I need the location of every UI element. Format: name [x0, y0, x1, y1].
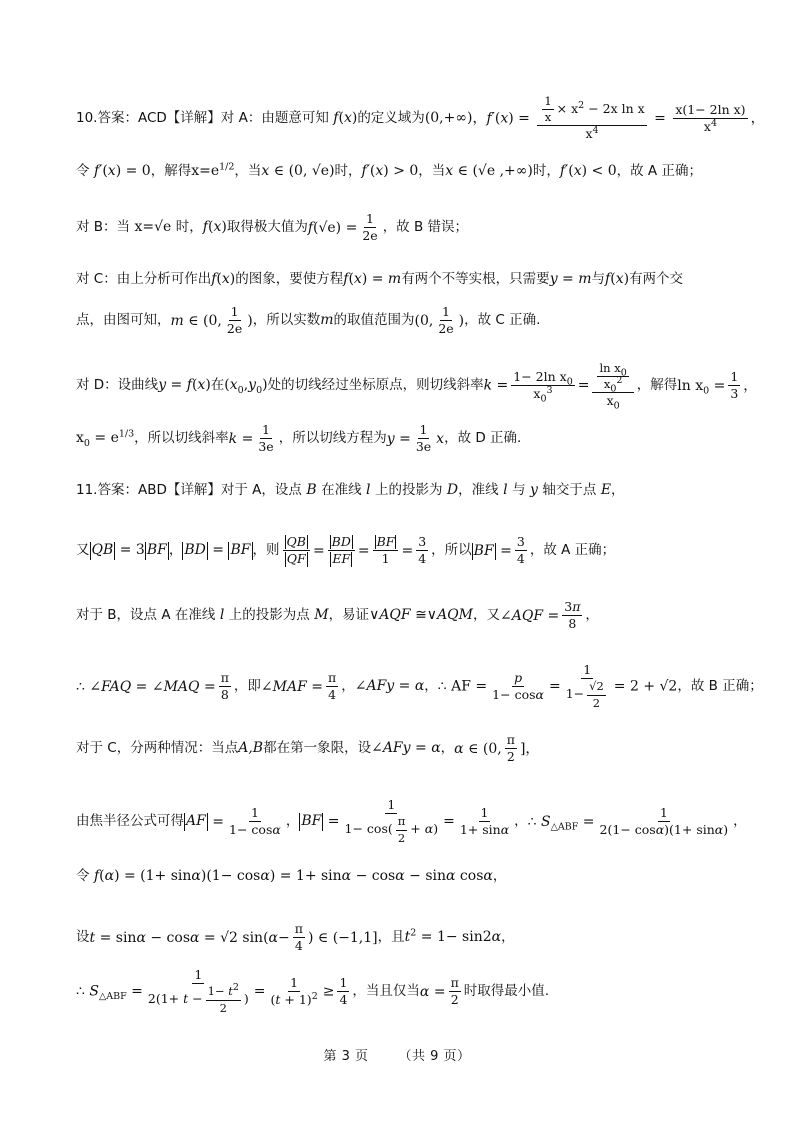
math-angle-AQF: ∠AQF = $\frac{3\pi}{8}$: [500, 599, 581, 632]
q11-l1-e: 与: [512, 482, 526, 499]
q10-l7-a: ，所以切线斜率: [134, 430, 229, 447]
q10-l6-d: ，解得: [636, 376, 678, 393]
math-derivative: ，f′(x) = $\frac{1}{x}$ × $x^2 - 2x$ ln x $x^4$ = $\frac{\text{x(1− 2ln x)}}{x^4}$ ，: [472, 94, 765, 142]
q11-l1-b: 在准线: [321, 482, 362, 499]
q11-line-8: [76, 922, 754, 954]
q11-l8-c: ，: [501, 929, 515, 946]
math-angle-AFy-2: ∠AFy = α: [371, 740, 441, 757]
math-fx: f(x): [333, 109, 358, 126]
math-t-def: t = sinα − cosα = √2 sin(α− $\frac{\pi}{4}$ ) ∈ (−1,1]: [89, 921, 378, 954]
q10-line-4: [76, 271, 754, 289]
page-footer: [0, 1045, 794, 1064]
math-D: D: [442, 482, 459, 498]
math-angle-AFy: ∠AFy = α: [354, 677, 425, 694]
math-BD-eq: BD = BF: [184, 542, 251, 559]
q10-l4-a: 对 C：由上分析可作出: [76, 271, 212, 288]
q11-l3-b: 上的投影为点: [228, 607, 310, 624]
q11-l3-c: ，易证: [328, 607, 370, 624]
math-alpha-eq: α = $\frac{\pi}{2}$: [419, 974, 459, 1007]
math-fx-4: f(x): [605, 271, 630, 287]
q11-line-4: [76, 662, 763, 710]
q10-line-6: [76, 361, 758, 412]
math-y-eq-m: y = m: [549, 271, 592, 287]
math-AF-formula: AF = $\frac{1}{1- \cos\alpha}$: [186, 804, 281, 837]
q11-l4-c: ，: [424, 677, 438, 694]
q10-l2-f: 时，: [532, 163, 560, 180]
q10-line-2: [76, 163, 754, 181]
math-fprime-neg: f′(x) < 0: [559, 163, 617, 179]
math-AB: A,B: [238, 740, 264, 757]
q11-l9-a: ，当且仅当: [352, 982, 420, 999]
math-QB-eq: QB = 3 BF: [91, 542, 167, 559]
q10-l5-c: 的取值范围为: [333, 312, 415, 329]
math-t-squared: $t^2 = 1- \sin 2\alpha$: [404, 927, 502, 946]
math-x0-value: $x_0 = e^{1/3}$: [76, 428, 135, 449]
math-range: (0, $\frac{1}{2e}$ ): [414, 304, 465, 337]
math-max-value: f(√e) = $\frac{1}{2e}$: [307, 211, 378, 244]
q10-l6-b: 在: [210, 376, 225, 393]
math-ratio-chain: $\frac{QB}{QF}$ = $\frac{BD}{EF}$ = $\frac{BF}{1}$ = $\frac{3}{4}$: [280, 535, 432, 567]
q10-l4-e: 有两个交: [629, 271, 684, 288]
q11-line-5: [76, 733, 754, 765]
q10-l3-a: 对 B：当: [76, 219, 131, 236]
math-fx-eq-m: f(x) = m: [343, 271, 402, 287]
math-fprime-pos: f′(x) > 0: [361, 163, 419, 179]
math-curve: y = f(x): [158, 376, 211, 393]
math-l-3: l: [215, 607, 229, 624]
math-m: m: [320, 312, 334, 329]
q11-l8-b: ，且: [377, 929, 405, 946]
q10-l2-b: ，解得: [150, 163, 192, 180]
math-domain: (0,+∞): [424, 109, 473, 126]
math-l-2: l: [498, 482, 513, 498]
q11-line-7: [76, 868, 754, 886]
q11-l4-d: ，故 B 正确；: [677, 677, 763, 694]
math-fx-2: f(x): [202, 219, 227, 236]
q11-l5-b: 都在第一象限，设: [263, 740, 372, 757]
q10-line-5: [76, 305, 754, 337]
math-AF-value: ∴ AF = $\frac{p}{1- \cos\alpha}$ = 1 1− $\frac{√2}{2}$ = 2 + √2: [437, 662, 678, 710]
q11-l2-b: ，: [168, 542, 183, 559]
q11-l6-d: ，: [733, 812, 747, 829]
q10-l6-a: 对 D：设曲线: [76, 376, 159, 393]
math-M: M: [309, 607, 329, 624]
q11-l4-b: ，: [341, 677, 355, 694]
q11-l1-c: 上的投影为: [374, 482, 443, 499]
q10-l3-d: ，故 B 错误；: [382, 219, 469, 236]
math-l: l: [361, 482, 375, 498]
q10-domain-text: 的定义域为: [357, 109, 425, 126]
math-S-formula: ∴ $S_{\triangle ABF}$ = $\frac{1}{2(1- \cos\alpha)(1+ \sin\alpha)}$: [527, 804, 729, 837]
q11-l8-a: 设: [76, 929, 90, 946]
q11-line-9: [76, 968, 754, 1015]
q10-l5-a: 点，由图可知，: [76, 312, 171, 329]
q10-l2-e: ，当: [418, 163, 446, 180]
q10-l7-b: ，所以切线方程为: [278, 430, 387, 447]
q11-l9-b: 时取得最小值.: [463, 982, 550, 999]
math-BF-value: BF = $\frac{3}{4}$: [473, 534, 525, 567]
q10-l3-b: 时，: [175, 219, 203, 236]
math-congruent: ∨AQF ≅∨AQM: [369, 607, 473, 624]
math-angle-FAQ: ∴ ∠FAQ = ∠MAQ = $\frac{\pi}{8}$: [76, 669, 229, 702]
q11-l5-c: ，: [440, 740, 455, 757]
q11-l2-c: ，则: [252, 542, 280, 559]
q11-l4-a: ，即: [233, 677, 261, 694]
q10-l2-d: 时，: [334, 163, 362, 180]
q11-line-6: [76, 798, 754, 845]
math-S-min: ∴ $S_{\triangle ABF}$ = 1 2(1+ t − $\frac{1- t^2}{2}$ ) = $\frac{1}{(t + 1)^2}$ ≥ $\frac{1}{4}$: [76, 967, 348, 1015]
math-BF-formula: BF = 1 1− cos( $\frac{\pi}{2}$ + α) = $\frac{1}{1+ \sin\alpha}$: [301, 797, 510, 845]
q11-l7-b: ，: [492, 868, 507, 885]
math-ln-x0: $\ln x_0$ = $\frac{1}{3}$ ，: [677, 368, 758, 401]
q11-l3-a: 对于 B，设点 A 在准线: [76, 607, 216, 624]
q10-l2-c: ，当: [234, 163, 262, 180]
q11-l2-e: ，故 A 正确；: [529, 542, 616, 559]
math-f-alpha: f(α) = (1+ sinα)(1− cosα) = 1+ sinα − cosα − sinα cosα: [93, 868, 493, 884]
q11-l5-a: 对于 C，分两种情况：当点: [76, 740, 239, 757]
q10-l3-c: 取得极大值为: [226, 219, 308, 236]
math-k-value: k = $\frac{1}{3e}$: [228, 422, 274, 455]
math-fx-3: f(x): [211, 271, 236, 287]
math-y: y: [525, 482, 543, 498]
math-interval-2: x ∈ (√e ,+∞): [445, 163, 533, 179]
q11-l7-a: 令: [76, 868, 90, 885]
q10-l4-b: 的图象，要使方程: [235, 271, 344, 288]
math-x-root-e: $x=e^{1/2}$: [191, 161, 235, 179]
q10-line-3: [76, 212, 754, 244]
q11-l3-e: ，: [585, 607, 599, 624]
q10-l6-c: 处的切线经过坐标原点，则切线斜率: [267, 376, 484, 393]
math-x-eq-root-e: x=√e: [130, 219, 176, 236]
q10-l4-d: 与: [591, 271, 606, 288]
q10-line-7: [76, 423, 754, 455]
math-alpha-interval: α ∈ (0, $\frac{\pi}{2}$ ]，: [454, 732, 540, 765]
math-angle-MAF: ∠MAF = $\frac{\pi}{4}$: [260, 669, 337, 702]
q11-l1-g: ，: [611, 482, 625, 499]
q11-l6-c: ，: [514, 812, 528, 829]
q11-l1-f: 轴交于点: [542, 482, 597, 499]
q11-l6-b: ，: [285, 812, 300, 829]
page-total: （共 9 页）: [398, 1049, 471, 1064]
math-fprime-zero: f′(x) = 0: [93, 163, 151, 179]
q10-l7-c: ，故 D 正确.: [444, 430, 522, 447]
q11-l2-d: ，所以: [431, 542, 472, 559]
q11-l1-d: ，准线: [458, 482, 499, 499]
q11-l3-d: ，又: [473, 607, 500, 624]
q11-line-3: [76, 600, 754, 632]
math-E: E: [596, 482, 612, 498]
q10-l2-g: ，故 A 正确；: [616, 163, 702, 180]
math-tangent-line: y = $\frac{1}{3e}$ x: [386, 422, 445, 455]
math-point: $(x_0,y_0)$: [224, 376, 268, 396]
q11-l2-a: 又: [76, 542, 90, 559]
q11-l6-a: 由焦半径公式可得: [76, 812, 184, 829]
page-number: 第 3 页: [323, 1049, 369, 1064]
math-slope: k = $\frac{1- 2\ln x_0}{x_0^3}$ = $\frac{\frac{\ln x_0}{x_0^2}}{x_0}$: [484, 362, 637, 409]
math-m-interval: m ∈ (0, $\frac{1}{2e}$ ): [170, 304, 253, 337]
q10-line-1: [76, 94, 765, 142]
q10-l4-c: 有两个不等实根，只需要: [401, 271, 550, 288]
q10-l5-b: ，所以实数: [252, 312, 321, 329]
q10-l5-d: ，故 C 正确.: [464, 312, 541, 329]
math-interval-1: x ∈ (0, √e): [261, 163, 335, 179]
q11-line-2: [76, 535, 754, 567]
q11-line-1: [76, 482, 754, 500]
q10-intro: 10.答案：ACD【详解】对 A：由题意可知: [76, 109, 329, 126]
math-B: B: [301, 482, 322, 498]
q10-l2-a: 令: [76, 163, 90, 180]
q11-l1-a: 11.答案：ABD【详解】对于 A，设点: [76, 482, 302, 499]
